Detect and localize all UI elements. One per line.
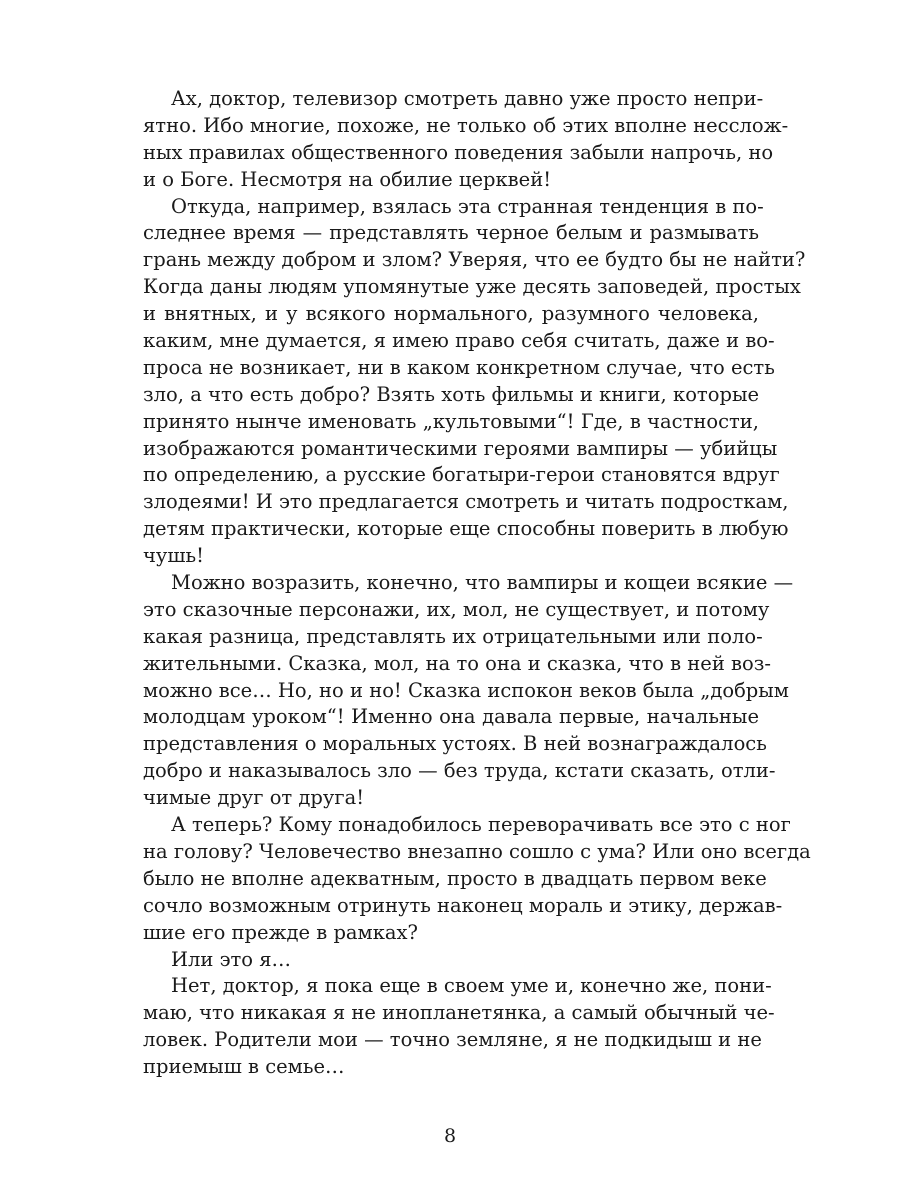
text-line: изображаются романтическими героями вампиры — убийцы bbox=[143, 436, 778, 460]
paragraph bbox=[143, 812, 811, 946]
text-line: каким, мне думается, я имею право себя считать, даже и во- bbox=[143, 329, 775, 353]
paragraph bbox=[143, 194, 806, 570]
text-line: проса не возникает, ни в каком конкретном случае, что есть bbox=[143, 355, 775, 379]
page-body bbox=[143, 86, 811, 1081]
text-line: Можно возразить, конечно, что вампиры и кощеи всякие — bbox=[171, 571, 794, 595]
text-line: шие его прежде в рамках? bbox=[143, 920, 418, 944]
text-line: Когда даны людям упомянутые уже десять заповедей, простых bbox=[143, 275, 801, 299]
text-line: это сказочные персонажи, их, мол, не существует, и потому bbox=[143, 597, 770, 621]
text-line: чимые друг от друга! bbox=[143, 786, 365, 810]
text-line: чушь! bbox=[143, 544, 204, 568]
text-line: на голову? Человечество внезапно сошло с ума? Или оно всегда bbox=[143, 839, 811, 863]
text-line: Нет, доктор, я пока еще в своем уме и, конечно же, пони- bbox=[171, 974, 772, 998]
text-line: Или это я… bbox=[171, 947, 292, 971]
text-line: зло, а что есть добро? Взять хоть фильмы и книги, которые bbox=[143, 382, 759, 406]
text-line: маю, что никакая я не инопланетянка, а самый обычный че- bbox=[143, 1001, 775, 1025]
text-line: по определению, а русские богатыри-герои становятся вдруг bbox=[143, 463, 780, 487]
text-line: можно все… Но, но и но! Сказка испокон веков была „добрым bbox=[143, 678, 789, 702]
text-line: следнее время — представлять черное белым и размывать bbox=[143, 221, 759, 245]
text-line: представления о моральных устоях. В ней вознаграждалось bbox=[143, 732, 767, 756]
text-line: ятно. Ибо многие, похоже, не только об этих вполне несслож- bbox=[143, 113, 789, 137]
text-line: Ах, доктор, телевизор смотреть давно уже просто непри- bbox=[171, 87, 764, 110]
text-line: жительными. Сказка, мол, на то она и сказка, что в ней воз- bbox=[143, 651, 771, 675]
text-line: было не вполне адекватным, просто в двадцать первом веке bbox=[143, 866, 767, 890]
text-line: добро и наказывалось зло — без труда, кстати сказать, отли- bbox=[143, 759, 776, 783]
text-line: и о Боге. Несмотря на обилие церквей! bbox=[143, 167, 552, 191]
text-line: принято нынче именовать „культовыми“! Где, в частности, bbox=[143, 409, 759, 433]
text-line: и внятных, и у всякого нормального, разумного человека, bbox=[143, 302, 759, 326]
text-line: приемыш в семье… bbox=[143, 1055, 345, 1079]
paragraph bbox=[143, 947, 759, 974]
page-number: 8 bbox=[443, 1125, 457, 1147]
text-line: какая разница, представлять их отрицательными или поло- bbox=[143, 624, 763, 648]
text-line: детям практически, которые еще способны поверить в любую bbox=[143, 517, 789, 541]
paragraph bbox=[143, 86, 789, 194]
paragraph bbox=[143, 570, 794, 812]
text-line: ных правилах общественного поведения забыли напрочь, но bbox=[143, 140, 774, 164]
text-line: злодеями! И это предлагается смотреть и читать подросткам, bbox=[143, 490, 789, 514]
text-line: грань между добром и злом? Уверяя, что ее будто бы не найти? bbox=[143, 248, 806, 272]
paragraph bbox=[143, 973, 775, 1081]
text-line: сочло возможным отринуть наконец мораль и этику, держав- bbox=[143, 893, 783, 917]
text-line: А теперь? Кому понадобилось переворачивать все это с ног bbox=[171, 813, 791, 837]
text-line: Откуда, например, взялась эта странная тенденция в по- bbox=[171, 194, 764, 218]
text-line: молодцам уроком“! Именно она давала первые, начальные bbox=[143, 705, 759, 729]
text-line: ловек. Родители мои — точно земляне, я не подкидыш и не bbox=[143, 1028, 762, 1052]
